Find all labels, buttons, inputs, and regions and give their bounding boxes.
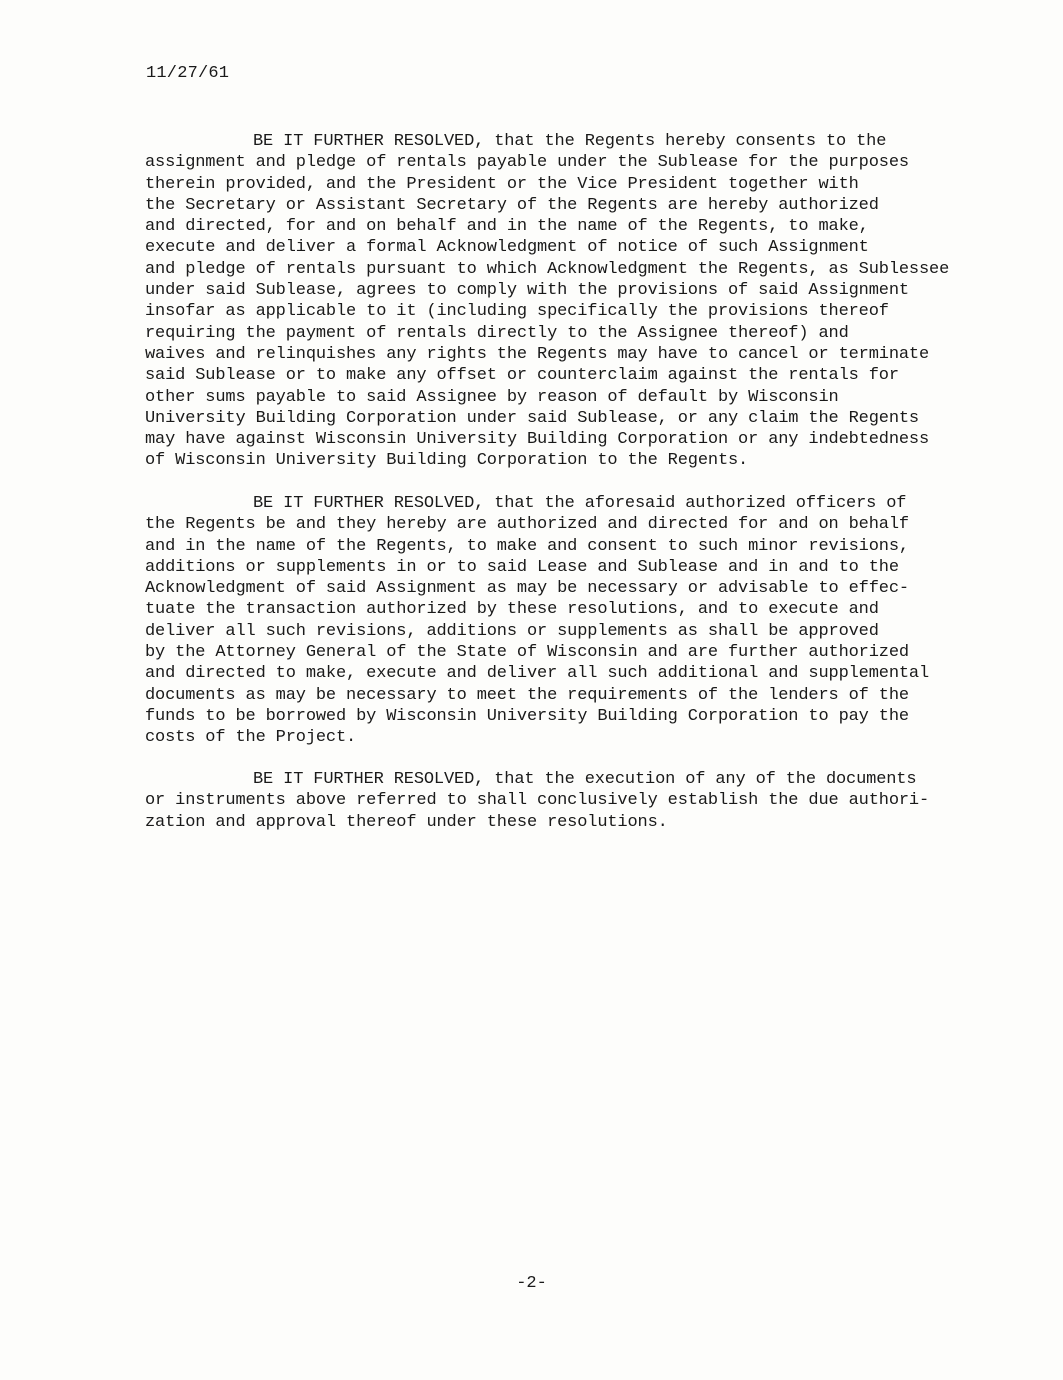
resolution-paragraph-2 [145, 493, 1025, 749]
paragraph-line: University Building Corporation under said Sublease, or any claim the Regents [145, 408, 919, 428]
paragraph-line: BE IT FURTHER RESOLVED, that the aforesaid authorized officers of [253, 494, 907, 513]
paragraph-line: deliver all such revisions, additions or supplements as shall be approved [145, 621, 879, 641]
paragraph-line: tuate the transaction authorized by these resolutions, and to execute and [145, 600, 879, 620]
paragraph-line: documents as may be necessary to meet the requirements of the lenders of the [145, 685, 909, 705]
paragraph-line: insofar as applicable to it (including specifically the provisions thereof [145, 302, 889, 322]
paragraph-line: zation and approval thereof under these resolutions. [145, 812, 668, 832]
paragraph-line: said Sublease or to make any offset or counterclaim against the rentals for [145, 366, 899, 386]
paragraph-line: and directed, for and on behalf and in the name of the Regents, to make, [145, 217, 869, 237]
paragraph-line: or instruments above referred to shall conclusively establish the due authori- [145, 791, 930, 811]
paragraph-line: costs of the Project. [145, 728, 357, 748]
paragraph-line: BE IT FURTHER RESOLVED, that the execution of any of the documents [253, 770, 917, 789]
paragraph-line: Acknowledgment of said Assignment as may be necessary or advisable to effec- [145, 579, 909, 599]
paragraph-line: execute and deliver a formal Acknowledgment of notice of such Assignment [145, 238, 869, 258]
paragraph-line: may have against Wisconsin University Building Corporation or any indebtedness [145, 430, 930, 450]
paragraph-line: BE IT FURTHER RESOLVED, that the Regents hereby consents to the [253, 132, 887, 151]
paragraph-line: additions or supplements in or to said Lease and Sublease and in and to the [145, 557, 899, 577]
paragraph-line: and pledge of rentals pursuant to which Acknowledgment the Regents, as Sublessee [145, 259, 950, 279]
paragraph-line: assignment and pledge of rentals payable under the Sublease for the purposes [145, 153, 909, 173]
paragraph-line: waives and relinquishes any rights the Regents may have to cancel or terminate [145, 344, 930, 364]
paragraph-line: the Regents be and they hereby are authorized and directed for and on behalf [145, 515, 909, 535]
paragraph-line: and in the name of the Regents, to make and consent to such minor revisions, [145, 536, 909, 556]
paragraph-line: the Secretary or Assistant Secretary of the Regents are hereby authorized [145, 195, 879, 215]
page-number: -2- [516, 1274, 547, 1293]
paragraph-line: other sums payable to said Assignee by reason of default by Wisconsin [145, 387, 839, 407]
paragraph-line: by the Attorney General of the State of Wisconsin and are further authorized [145, 643, 909, 663]
paragraph-line: requiring the payment of rentals directly to the Assignee thereof) and [145, 323, 849, 343]
resolution-paragraph-3 [145, 769, 1025, 833]
paragraph-line: therein provided, and the President or the Vice President together with [145, 174, 859, 194]
resolution-paragraph-1 [145, 131, 1025, 472]
paragraph-line: of Wisconsin University Building Corporation to the Regents. [145, 451, 749, 471]
document-date: 11/27/61 [146, 64, 230, 83]
paragraph-line: under said Sublease, agrees to comply with the provisions of said Assignment [145, 281, 909, 301]
paragraph-line: and directed to make, execute and deliver all such additional and supplemental [145, 664, 930, 684]
paragraph-line: funds to be borrowed by Wisconsin University Building Corporation to pay the [145, 706, 909, 726]
